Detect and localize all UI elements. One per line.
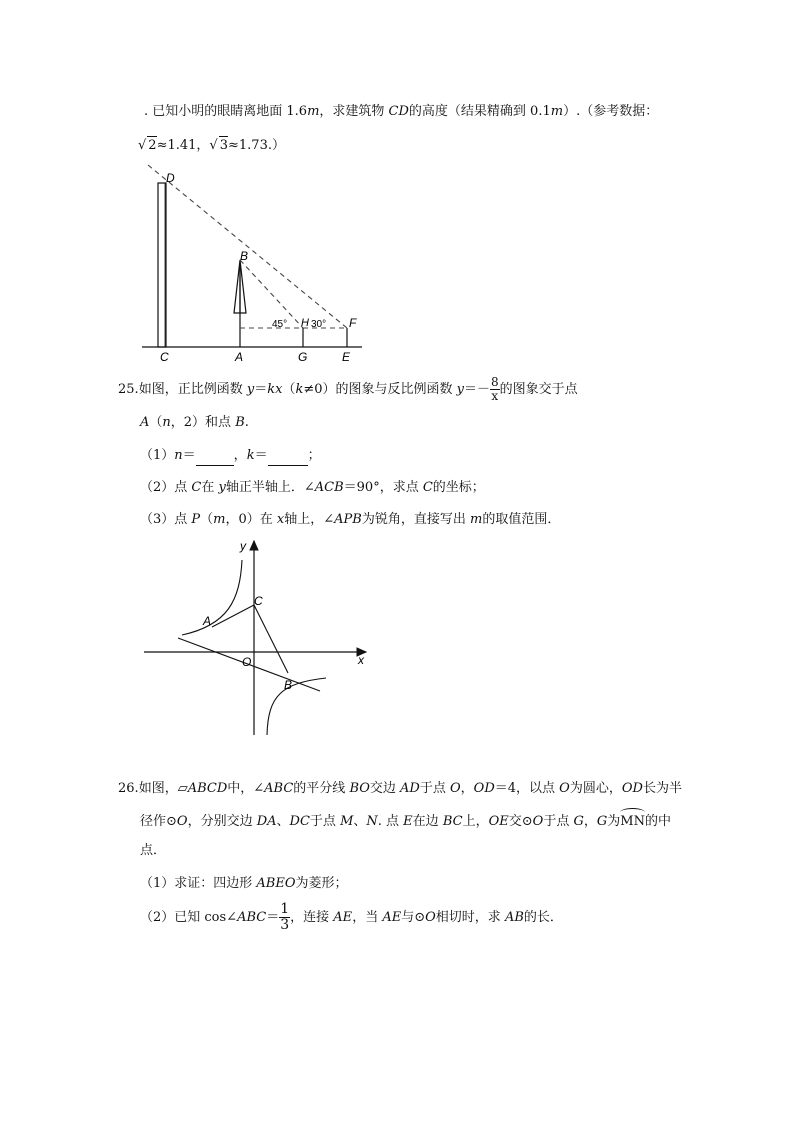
label-D: D bbox=[166, 171, 175, 185]
arc-MN: MN bbox=[620, 814, 645, 829]
q26-stem-line2: 径作⊙O，分别交边 DA、DC于点 M、N. 点 E在边 BC上，OE交⊙O于点 G，G为MN的中 bbox=[140, 814, 671, 829]
label-C: C bbox=[160, 350, 169, 364]
q24-figure bbox=[130, 160, 380, 365]
label-B: B bbox=[284, 678, 293, 692]
label-A: A bbox=[235, 350, 244, 364]
q25-part2: （2）点 C在 y轴正半轴上．∠ACB＝90°，求点 C的坐标； bbox=[140, 480, 485, 495]
answer-blank-k[interactable] bbox=[268, 447, 308, 466]
answer-blank-n[interactable] bbox=[196, 447, 234, 466]
q24-text-line2: √ 2≈1.41，√ 3≈1.73.） bbox=[138, 138, 285, 153]
label-H: H bbox=[301, 317, 309, 329]
angle-45: 45° bbox=[272, 319, 288, 330]
q25-stem-line2: A（n，2）和点 B. bbox=[140, 415, 249, 430]
angle-30: 30° bbox=[311, 319, 327, 330]
label-G: G bbox=[298, 350, 308, 364]
q25-figure bbox=[140, 535, 380, 740]
fraction-8-over-x: $\frac{8}{x}$ bbox=[491, 375, 499, 403]
label-E: E bbox=[342, 350, 351, 364]
q25-stem: 25.如图，正比例函数 y＝kx（k≠0）的图象与反比例函数 y＝－ $\frac{8}{x}$ 的图象交于点 bbox=[118, 375, 578, 403]
label-B: B bbox=[240, 249, 249, 263]
q26-part2: （2）已知 cos∠ABC＝ $\frac{1}{3}$ ，连接 AE，当 AE与⊙O相切时，求 AB的长． bbox=[140, 901, 563, 933]
q25-part1: （1）n＝ ，k＝ ； bbox=[140, 447, 321, 466]
fraction-1-over-3: $\frac{1}{3}$ bbox=[280, 901, 290, 933]
q26-stem-line3: 点． bbox=[140, 843, 167, 858]
label-x-axis: x bbox=[358, 653, 364, 667]
label-y-axis: y bbox=[240, 539, 246, 553]
label-C: C bbox=[254, 594, 263, 608]
q25-part3: （3）点 P（m，0）在 x轴上，∠APB为锐角，直接写出 m的取值范围． bbox=[140, 512, 561, 527]
q26-stem-line1: 26.如图，▱ABCD中，∠ABC的平分线 BO交边 AD于点 O，OD＝4，以点 O为圆心，OD长为半 bbox=[118, 781, 682, 796]
label-F: F bbox=[349, 316, 357, 330]
q26-part1: （1）求证：四边形 ABEO为菱形； bbox=[140, 876, 348, 891]
label-A: A bbox=[203, 614, 212, 628]
q24-text-line1: . 已知小明的眼睛离地面 1.6m，求建筑物 CD的高度（结果精确到 0.1m）.（参考数据： bbox=[144, 104, 659, 119]
label-O: O bbox=[242, 655, 252, 669]
